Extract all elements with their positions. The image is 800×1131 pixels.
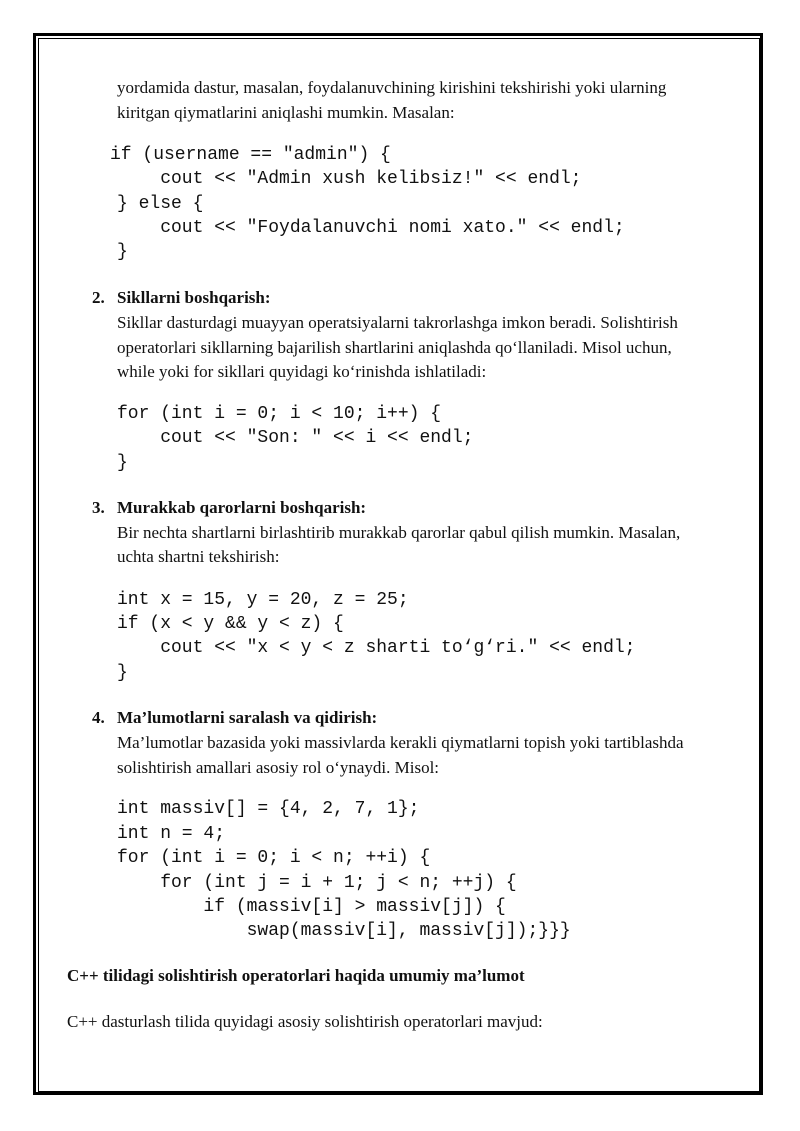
code-line: int massiv[] = {4, 2, 7, 1}; [117, 799, 420, 819]
code-line: swap(massiv[i], massiv[j]);}}} [117, 921, 571, 941]
paragraph-line: solishtirish amallari asosiy rol o‘ynaydi. Misol: [117, 758, 440, 777]
intro-line-1: yordamida dastur, masalan, foydalanuvchining kirishini tekshirishi yoki ularning [117, 78, 667, 97]
list-number: 2. [92, 288, 105, 307]
list-number: 4. [92, 708, 105, 727]
code-line: int n = 4; [117, 824, 226, 844]
code-line: } else { [117, 194, 204, 214]
code-line: cout << "Son: " << i << endl; [117, 428, 474, 448]
code-line: int x = 15, y = 20, z = 25; [117, 590, 409, 610]
code-line: if (x < y && y < z) { [117, 614, 344, 634]
section-title: Ma’lumotlarni saralash va qidirish: [117, 708, 378, 727]
code-line: cout << "Admin xush kelibsiz!" << endl; [117, 169, 582, 189]
paragraph-line: operatorlari sikllarning bajarilish shartlarini aniqlashda qo‘llaniladi. Misol uchun, [117, 338, 672, 357]
paragraph-line: Sikllar dasturdagi muayyan operatsiyalarni takrorlashga imkon beradi. Solishtirish [117, 313, 678, 332]
section-heading: C++ tilidagi solishtirish operatorlari haqida umumiy ma’lumot [67, 966, 525, 985]
list-number: 3. [92, 498, 105, 517]
code-line: for (int j = i + 1; j < n; ++j) { [117, 873, 517, 893]
section-title: Sikllarni boshqarish: [117, 288, 271, 307]
code-line: if (username == "admin") { [110, 145, 391, 165]
code-line: for (int i = 0; i < n; ++i) { [117, 848, 431, 868]
section-title: Murakkab qarorlarni boshqarish: [117, 498, 367, 517]
code-line: cout << "Foydalanuvchi nomi xato." << endl; [117, 218, 625, 238]
paragraph-line: uchta shartni tekshirish: [117, 547, 280, 566]
closing-paragraph: C++ dasturlash tilida quyidagi asosiy solishtirish operatorlari mavjud: [67, 1012, 543, 1031]
code-line: } [117, 453, 128, 473]
paragraph-line: while yoki for sikllari quyidagi ko‘rinishda ishlatiladi: [117, 362, 487, 381]
paragraph-line: Ma’lumotlar bazasida yoki massivlarda kerakli qiymatlarni topish yoki tartiblashda [117, 733, 684, 752]
code-line: cout << "x < y < z sharti to‘g‘ri." << endl; [117, 638, 636, 658]
code-line: for (int i = 0; i < 10; i++) { [117, 404, 442, 424]
paragraph-line: Bir nechta shartlarni birlashtirib murakkab qarorlar qabul qilish mumkin. Masalan, [117, 523, 681, 542]
intro-line-2: kiritgan qiymatlarini aniqlashi mumkin. Masalan: [117, 103, 455, 122]
code-line: if (massiv[i] > massiv[j]) { [117, 897, 506, 917]
code-line: } [117, 663, 128, 683]
code-line: } [117, 242, 128, 262]
